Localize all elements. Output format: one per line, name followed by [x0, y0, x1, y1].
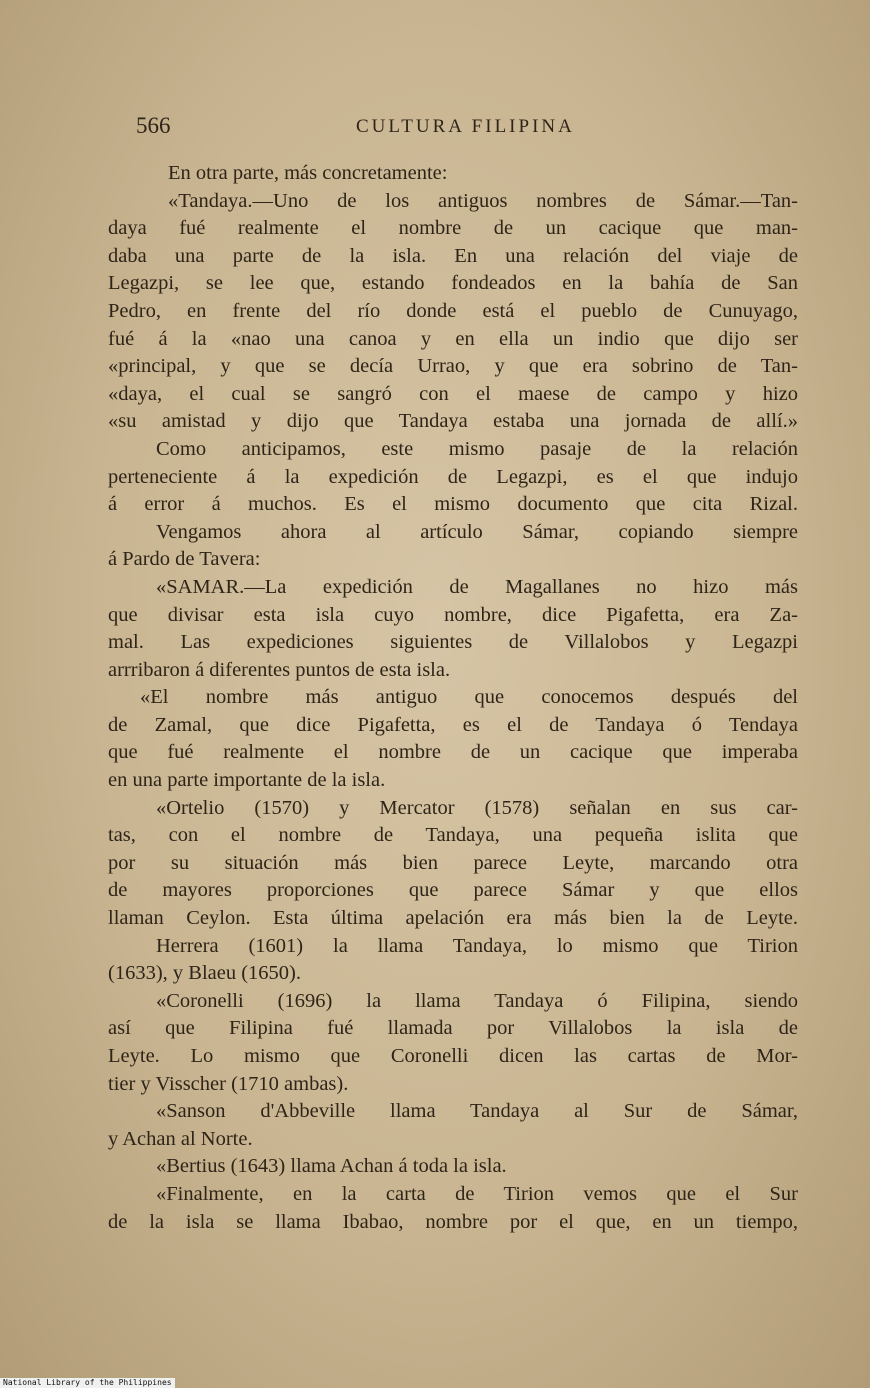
text-line: «su amistad y dijo que Tandaya estaba una jornada de allí.» [108, 410, 798, 433]
page-header [110, 113, 800, 145]
text-line: «principal, y que se decía Urrao, y que era sobrino de Tan- [108, 355, 798, 378]
page-number: 566 [136, 113, 171, 138]
text-line: mal. Las expediciones siguientes de Villalobos y Legazpi [108, 631, 798, 654]
text-line: (1633), y Blaeu (1650). [108, 962, 301, 985]
text-line: «Bertius (1643) llama Achan á toda la isla. [156, 1155, 507, 1178]
text-line: tier y Visscher (1710 ambas). [108, 1072, 349, 1095]
text-line: Como anticipamos, este mismo pasaje de la relación [156, 437, 798, 460]
text-line: «Finalmente, en la carta de Tirion vemos que el Sur [156, 1182, 798, 1205]
running-head: CULTURA FILIPINA [356, 116, 575, 137]
text-line: en una parte importante de la isla. [108, 769, 386, 792]
text-line: «SAMAR.—La expedición de Magallanes no hizo más [156, 575, 798, 598]
text-line: Legazpi, se lee que, estando fondeados en la bahía de San [108, 272, 798, 295]
text-line: Leyte. Lo mismo que Coronelli dicen las cartas de Mor- [108, 1045, 798, 1067]
text-line: por su situación más bien parece Leyte, marcando otra [108, 851, 798, 874]
text-line: «El nombre más antiguo que conocemos después del [140, 686, 798, 709]
footer-credit: National Library of the Philippines [0, 1378, 175, 1388]
text-line: Pedro, en frente del río donde está el pueblo de Cunuyago, [108, 299, 798, 322]
text-line: «Tandaya.—Uno de los antiguos nombres de Sámar.—Tan- [168, 189, 798, 212]
text-line: «daya, el cual se sangró con el maese de campo y hizo [108, 382, 798, 405]
text-line: arrribaron á diferentes puntos de esta isla. [108, 658, 451, 681]
text-line: Herrera (1601) la llama Tandaya, lo mismo que Tirion [156, 934, 798, 957]
text-line: así que Filipina fué llamada por Villalobos la isla de [108, 1017, 798, 1040]
body-text [108, 160, 798, 1236]
text-line: que fué realmente el nombre de un cacique que imperaba [108, 741, 798, 764]
text-line: «Coronelli (1696) la llama Tandaya ó Filipina, siendo [156, 989, 798, 1012]
text-line: de Zamal, que dice Pigafetta, es el de Tandaya ó Tendaya [108, 713, 798, 736]
text-line: «Ortelio (1570) y Mercator (1578) señalan en sus car- [156, 796, 798, 819]
text-line: que divisar esta isla cuyo nombre, dice Pigafetta, era Za- [108, 603, 798, 626]
text-line: á error á muchos. Es el mismo documento que cita Rizal. [108, 493, 798, 516]
text-line: Vengamos ahora al artículo Sámar, copiando siempre [156, 520, 798, 543]
text-line: perteneciente á la expedición de Legazpi, es el que indujo [108, 465, 798, 488]
text-line: En otra parte, más concretamente: [168, 162, 448, 184]
text-line: daya fué realmente el nombre de un cacique que man- [108, 217, 798, 240]
text-line: de la isla se llama Ibabao, nombre por el que, en un tiempo, [108, 1210, 798, 1233]
text-line: «Sanson d'Abbeville llama Tandaya al Sur de Sámar, [156, 1100, 798, 1123]
text-line: tas, con el nombre de Tandaya, una pequeña islita que [108, 824, 798, 847]
text-line: llaman Ceylon. Esta última apelación era más bien la de Leyte. [108, 907, 798, 930]
text-line: fué á la «nao una canoa y en ella un indio que dijo ser [108, 327, 798, 350]
text-line: á Pardo de Tavera: [108, 548, 261, 571]
text-line: de mayores proporciones que parece Sámar y que ellos [108, 879, 798, 902]
text-line: y Achan al Norte. [108, 1127, 253, 1150]
text-line: daba una parte de la isla. En una relación del viaje de [108, 244, 798, 267]
